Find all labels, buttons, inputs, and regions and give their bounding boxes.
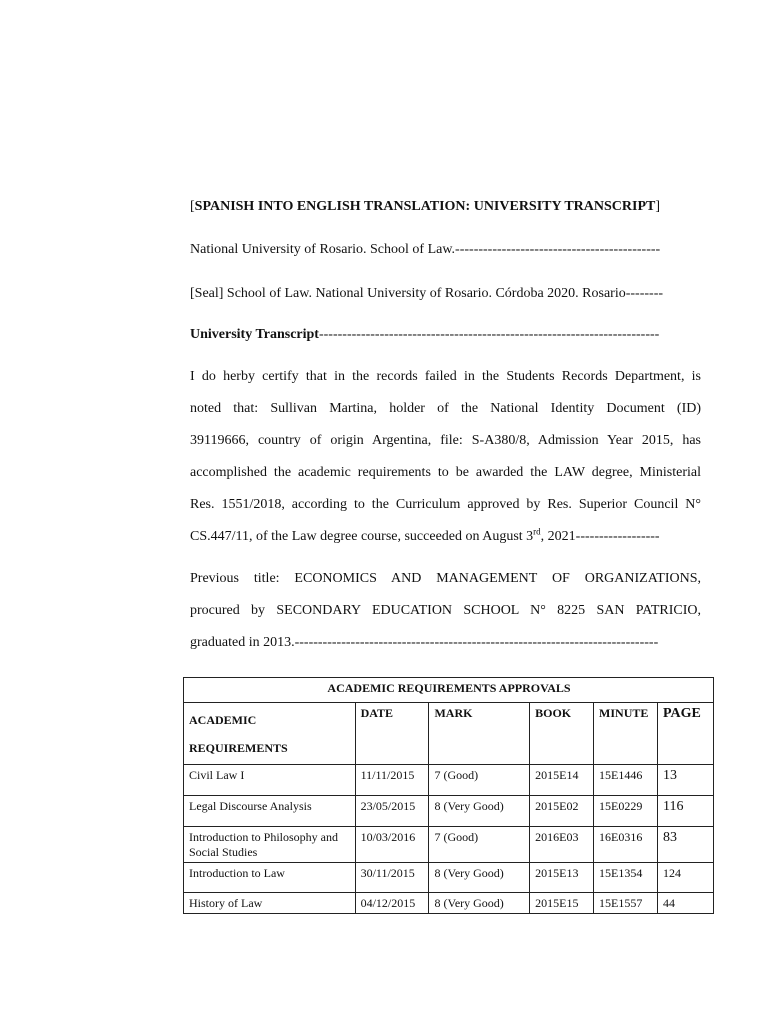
- table-row: [184, 893, 714, 914]
- certify-line-6: [190, 521, 701, 553]
- table-row: [184, 863, 714, 893]
- seal-line: [Seal] School of Law. National University of Rosario. Córdoba 2020. Rosario--------: [190, 286, 664, 301]
- header-mark: MARK: [429, 703, 530, 765]
- table-header-row: [184, 703, 714, 765]
- certify-line-6-a: CS.447/11, of the Law degree course, succeeded on August 3: [190, 529, 534, 544]
- document-heading: [190, 199, 702, 215]
- cell-minute: 15E1354: [594, 863, 658, 893]
- academic-requirements-table: [183, 677, 714, 914]
- cell-page: 116: [658, 796, 714, 827]
- header-requirements: [184, 703, 356, 765]
- university-line: National University of Rosario. School of Law.--------------------------------------------: [190, 242, 661, 257]
- previous-title-paragraph: [190, 563, 701, 659]
- header-page: PAGE: [658, 703, 714, 765]
- previous-line-1: Previous title: ECONOMICS AND MANAGEMENT OF ORGANIZATIONS,: [190, 571, 701, 586]
- cell-page: 124: [658, 863, 714, 893]
- cell-date: 10/03/2016: [355, 827, 429, 863]
- transcript-title-line: [190, 327, 702, 343]
- table-row: [184, 796, 714, 827]
- certify-line-2: noted that: Sullivan Martina, holder of the National Identity Document (ID): [190, 401, 701, 416]
- cell-minute: 15E0229: [594, 796, 658, 827]
- transcript-title: University Transcript: [190, 327, 319, 342]
- header-minute: MINUTE: [594, 703, 658, 765]
- cell-requirement: History of Law: [184, 893, 356, 914]
- cell-book: 2015E13: [530, 863, 594, 893]
- certify-line-1: I do herby certify that in the records failed in the Students Records Department, is: [190, 369, 701, 384]
- cell-mark: 8 (Very Good): [429, 796, 530, 827]
- table-title: ACADEMIC REQUIREMENTS APPROVALS: [184, 678, 714, 703]
- cell-book: 2015E02: [530, 796, 594, 827]
- header-requirements-b: REQUIREMENTS: [189, 741, 288, 755]
- cell-page: 83: [658, 827, 714, 863]
- heading-close-bracket: ]: [655, 199, 661, 214]
- heading-title: SPANISH INTO ENGLISH TRANSLATION: UNIVERSITY TRANSCRIPT: [194, 199, 656, 214]
- cell-minute: 16E0316: [594, 827, 658, 863]
- cell-mark: 7 (Good): [429, 827, 530, 863]
- cell-book: 2015E14: [530, 765, 594, 796]
- transcript-dashes: -------------------------------------------------------------------------: [318, 327, 660, 342]
- cell-date: 04/12/2015: [355, 893, 429, 914]
- previous-line-3: graduated in 2013.------------------------------------------------------------------------------: [190, 635, 659, 650]
- table-row: [184, 827, 714, 863]
- certification-paragraph: [190, 361, 701, 553]
- cell-date: 30/11/2015: [355, 863, 429, 893]
- header-requirements-a: ACADEMIC: [189, 713, 257, 727]
- cell-requirement: Legal Discourse Analysis: [184, 796, 356, 827]
- cell-mark: 8 (Very Good): [429, 893, 530, 914]
- cell-requirement: Introduction to Philosophy and Social Studies: [184, 827, 356, 863]
- certify-line-5: Res. 1551/2018, according to the Curriculum approved by Res. Superior Council N°: [190, 497, 701, 512]
- cell-requirement: Civil Law I: [184, 765, 356, 796]
- previous-line-2: procured by SECONDARY EDUCATION SCHOOL N° 8225 SAN PATRICIO,: [190, 603, 701, 618]
- cell-minute: 15E1557: [594, 893, 658, 914]
- heading-open-bracket: [: [190, 199, 195, 214]
- cell-minute: 15E1446: [594, 765, 658, 796]
- cell-book: 2016E03: [530, 827, 594, 863]
- cell-mark: 8 (Very Good): [429, 863, 530, 893]
- certify-line-3: 39119666, country of origin Argentina, file: S-A380/8, Admission Year 2015, has: [190, 433, 701, 448]
- table-title-row: [184, 678, 714, 703]
- certify-line-6-b: , 2021------------------: [540, 529, 660, 544]
- cell-date: 23/05/2015: [355, 796, 429, 827]
- cell-page: 44: [658, 893, 714, 914]
- cell-mark: 7 (Good): [429, 765, 530, 796]
- cell-date: 11/11/2015: [355, 765, 429, 796]
- cell-requirement: Introduction to Law: [184, 863, 356, 893]
- header-date: DATE: [355, 703, 429, 765]
- certify-line-6-sup: rd: [533, 526, 541, 537]
- cell-page: 13: [658, 765, 714, 796]
- certify-line-4: accomplished the academic requirements to be awarded the LAW degree, Ministerial: [190, 465, 701, 480]
- cell-book: 2015E15: [530, 893, 594, 914]
- table-row: [184, 765, 714, 796]
- header-book: BOOK: [530, 703, 594, 765]
